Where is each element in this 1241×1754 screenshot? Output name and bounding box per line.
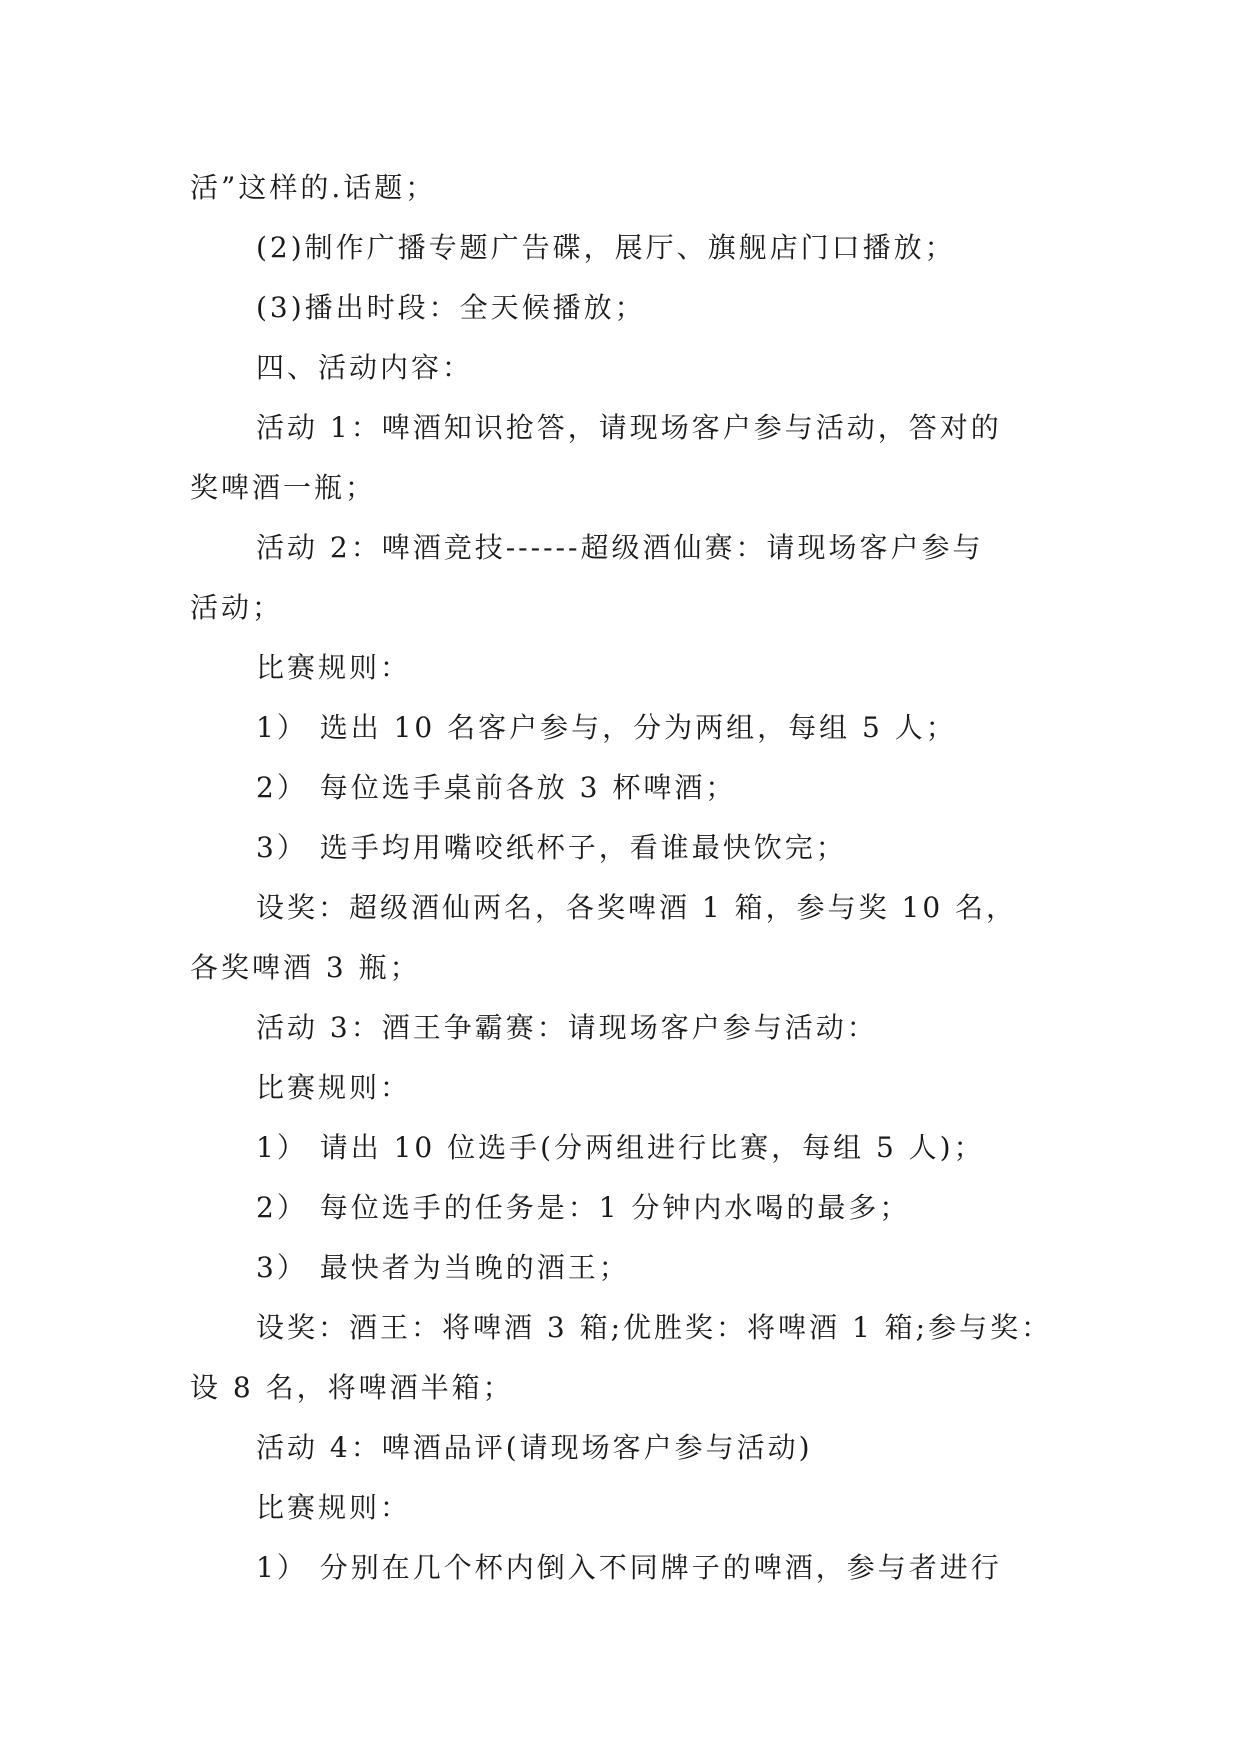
text-line-6: 奖啤酒一瓶； bbox=[190, 471, 377, 504]
text-line-7: 活动 2：啤酒竞技------超级酒仙赛：请现场客户参与 bbox=[256, 531, 984, 564]
text-line-3: (3)播出时段：全天候播放； bbox=[256, 291, 646, 324]
text-line-1: 活”这样的.话题； bbox=[190, 171, 437, 204]
text-line-8: 活动； bbox=[190, 591, 284, 624]
text-line-11: 2） 每位选手桌前各放 3 杯啤酒； bbox=[256, 771, 737, 804]
section-heading: 四、活动内容： bbox=[256, 351, 474, 384]
text-line-2: (2)制作广播专题广告碟，展厅、旗舰店门口播放； bbox=[256, 231, 956, 264]
text-line-18: 2） 每位选手的任务是：1 分钟内水喝的最多； bbox=[256, 1191, 911, 1224]
text-line-24: 1） 分别在几个杯内倒入不同牌子的啤酒，参与者进行 bbox=[256, 1551, 1002, 1584]
text-line-23: 比赛规则： bbox=[256, 1491, 412, 1524]
text-line-20: 设奖：酒王：将啤酒 3 箱;优胜奖：将啤酒 1 箱;参与奖： bbox=[256, 1311, 1053, 1344]
text-line-10: 1） 选出 10 名客户参与，分为两组，每组 5 人； bbox=[256, 711, 957, 744]
text-line-22: 活动 4：啤酒品评(请现场客户参与活动) bbox=[256, 1431, 813, 1464]
text-line-9: 比赛规则： bbox=[256, 651, 412, 684]
text-line-13: 设奖：超级酒仙两名，各奖啤酒 1 箱，参与奖 10 名， bbox=[256, 891, 1018, 924]
text-line-14: 各奖啤酒 3 瓶； bbox=[190, 951, 421, 984]
text-line-19: 3） 最快者为当晚的酒王； bbox=[256, 1251, 630, 1284]
text-line-5: 活动 1：啤酒知识抢答，请现场客户参与活动，答对的 bbox=[256, 411, 1002, 444]
text-line-17: 1） 请出 10 位选手(分两组进行比赛，每组 5 人)； bbox=[256, 1131, 985, 1164]
document-body bbox=[190, 158, 1055, 1598]
text-line-16: 比赛规则： bbox=[256, 1071, 412, 1104]
text-line-15: 活动 3：酒王争霸赛：请现场客户参与活动： bbox=[256, 1011, 878, 1044]
text-line-21: 设 8 名，将啤酒半箱； bbox=[190, 1371, 514, 1404]
text-line-12: 3） 选手均用嘴咬纸杯子，看谁最快饮完； bbox=[256, 831, 847, 864]
